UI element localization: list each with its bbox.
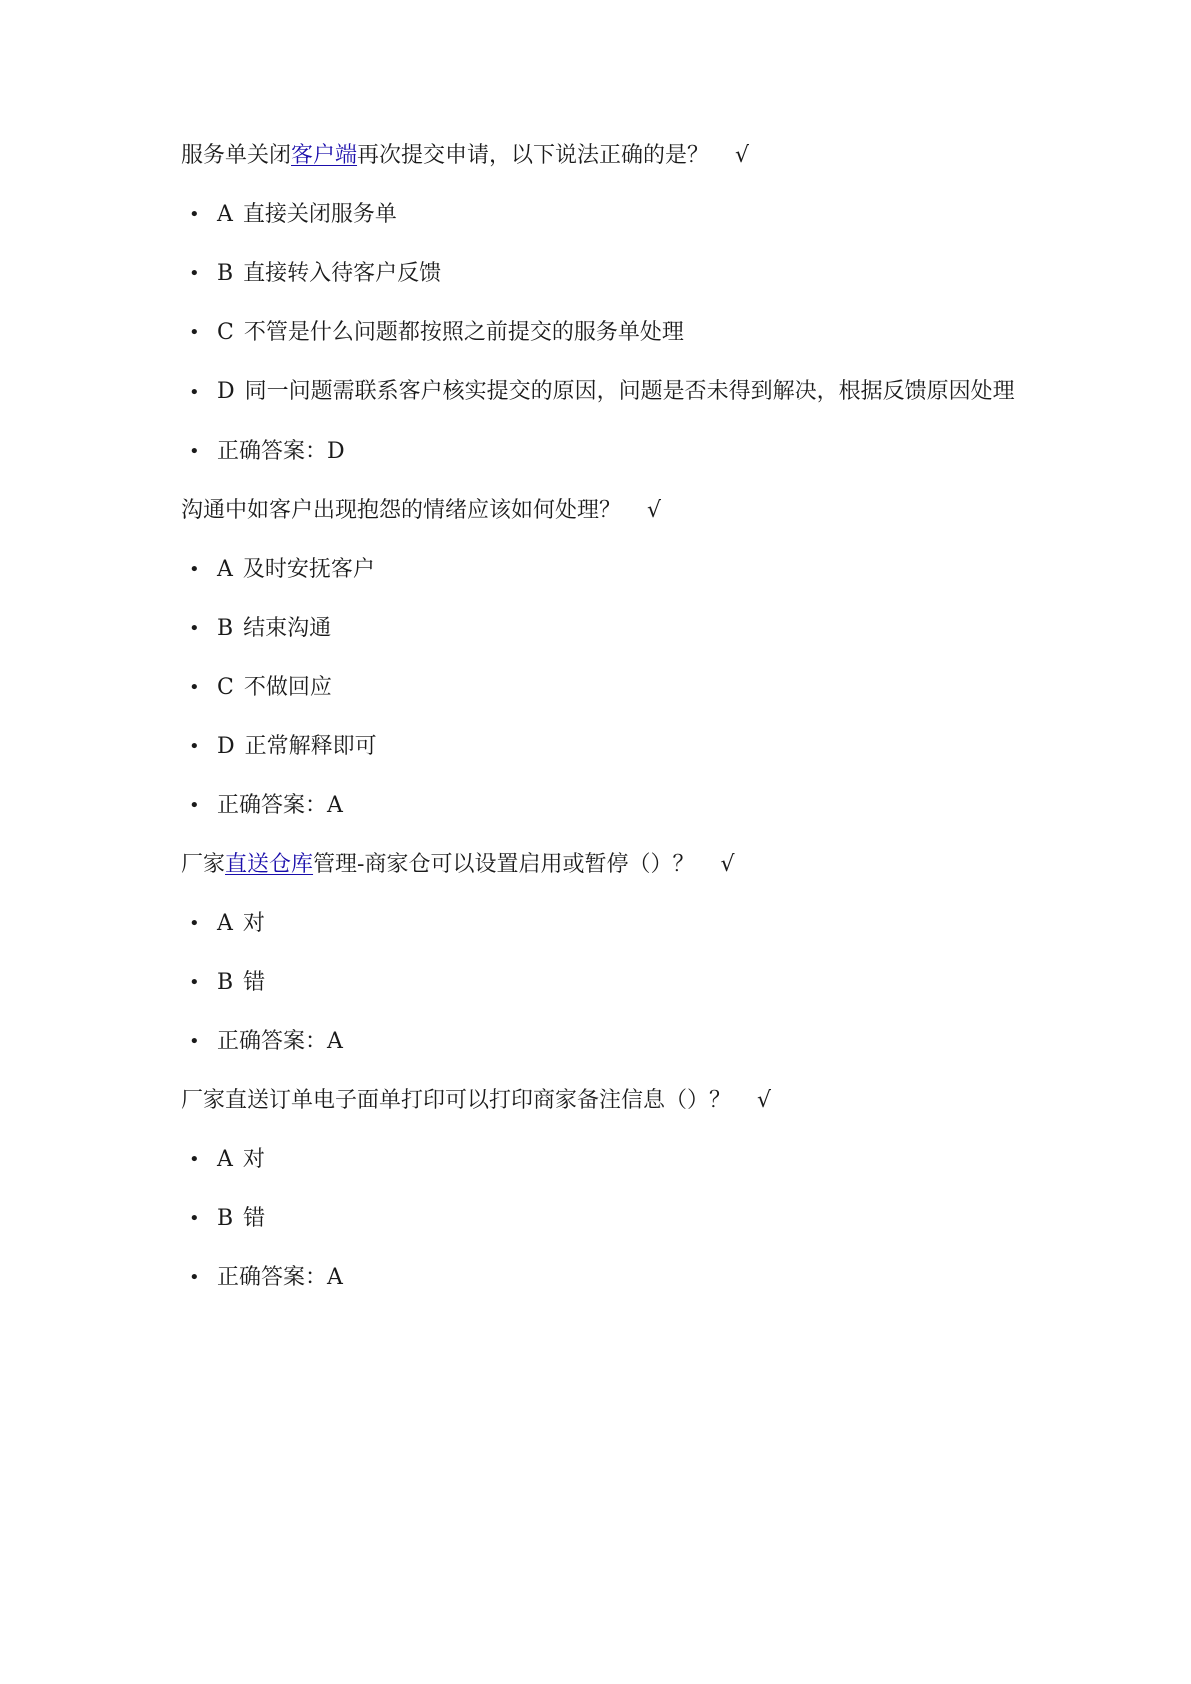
option-a xyxy=(181,199,1031,231)
option-text: 对 xyxy=(242,911,265,936)
bullet-icon: • xyxy=(189,618,200,639)
question-text xyxy=(181,1085,1031,1117)
question-block-4 xyxy=(181,1085,1031,1294)
hyperlink-keyword[interactable]: 客户端 xyxy=(291,143,358,168)
bullet-icon: • xyxy=(189,913,200,934)
option-text: 错 xyxy=(243,970,266,995)
correct-answer xyxy=(181,1262,1031,1294)
bullet-icon: • xyxy=(189,441,200,462)
option-list xyxy=(181,908,1031,1058)
answer-text: 正确答案：A xyxy=(217,793,343,818)
check-mark-icon: √ xyxy=(720,852,735,877)
answer-text: 正确答案：A xyxy=(217,1029,343,1054)
option-d xyxy=(181,731,1031,763)
correct-answer xyxy=(181,1026,1031,1058)
option-text: 错 xyxy=(243,1206,266,1231)
option-letter: B xyxy=(217,1206,234,1231)
option-letter: A xyxy=(217,557,233,582)
option-a xyxy=(181,554,1031,586)
option-b xyxy=(181,1203,1031,1235)
option-letter: A xyxy=(217,911,233,936)
bullet-icon: • xyxy=(189,559,200,580)
option-text: 及时安抚客户 xyxy=(242,557,375,582)
option-letter: D xyxy=(217,734,235,759)
hyperlink-keyword[interactable]: 直送仓库 xyxy=(225,852,314,877)
option-letter: A xyxy=(217,1147,233,1172)
question-block-1 xyxy=(181,140,1031,468)
answer-text: 正确答案：D xyxy=(217,439,345,464)
option-b xyxy=(181,613,1031,645)
option-list xyxy=(181,554,1031,822)
answer-text: 正确答案：A xyxy=(217,1265,343,1290)
option-text: 不管是什么问题都按照之前提交的服务单处理 xyxy=(243,320,684,345)
option-text: 同一问题需联系客户核实提交的原因，问题是否未得到解决，根据反馈原因处理 xyxy=(244,379,1015,404)
option-a xyxy=(181,908,1031,940)
question-block-3 xyxy=(181,849,1031,1058)
question-text xyxy=(181,140,1031,172)
bullet-icon: • xyxy=(189,736,200,757)
question-text xyxy=(181,495,1031,527)
option-text: 直接转入待客户反馈 xyxy=(243,261,442,286)
question-text-part: 管理-商家仓可以设置启用或暂停（）？ xyxy=(313,852,695,877)
option-letter: B xyxy=(217,970,234,995)
option-text: 对 xyxy=(242,1147,265,1172)
option-list xyxy=(181,199,1031,468)
option-letter: B xyxy=(217,616,234,641)
option-c xyxy=(181,672,1031,704)
bullet-icon: • xyxy=(189,322,200,343)
correct-answer xyxy=(181,790,1031,822)
question-text-part: 厂家直送订单电子面单打印可以打印商家备注信息（）？ xyxy=(181,1088,732,1113)
option-b xyxy=(181,258,1031,290)
option-text: 正常解释即可 xyxy=(244,734,377,759)
check-mark-icon: √ xyxy=(647,498,662,523)
bullet-icon: • xyxy=(189,204,200,225)
option-text: 不做回应 xyxy=(243,675,332,700)
option-letter: D xyxy=(217,379,235,404)
bullet-icon: • xyxy=(189,795,200,816)
option-a xyxy=(181,1144,1031,1176)
correct-answer xyxy=(181,436,1031,468)
question-block-2 xyxy=(181,495,1031,822)
question-text-part: 沟通中如客户出现抱怨的情绪应该如何处理？ xyxy=(181,498,622,523)
bullet-icon: • xyxy=(189,972,200,993)
option-letter: C xyxy=(217,675,234,700)
check-mark-icon: √ xyxy=(757,1088,772,1113)
question-text-part: 再次提交申请，以下说法正确的是？ xyxy=(357,143,710,168)
option-letter: B xyxy=(217,261,234,286)
option-d xyxy=(181,376,1031,409)
bullet-icon: • xyxy=(189,1031,200,1052)
option-c xyxy=(181,317,1031,349)
bullet-icon: • xyxy=(189,1149,200,1170)
bullet-icon: • xyxy=(189,263,200,284)
question-text-part: 厂家 xyxy=(181,852,226,877)
option-letter: A xyxy=(217,202,233,227)
bullet-icon: • xyxy=(189,1267,200,1288)
option-letter: C xyxy=(217,320,234,345)
option-list xyxy=(181,1144,1031,1294)
document-page xyxy=(181,140,1031,1321)
bullet-icon: • xyxy=(189,1208,200,1229)
option-text: 直接关闭服务单 xyxy=(242,202,397,227)
option-b xyxy=(181,967,1031,999)
bullet-icon: • xyxy=(189,677,200,698)
option-text: 结束沟通 xyxy=(243,616,332,641)
check-mark-icon: √ xyxy=(735,143,750,168)
bullet-icon: • xyxy=(189,382,200,403)
question-text xyxy=(181,849,1031,881)
question-text-part: 服务单关闭 xyxy=(181,143,292,168)
